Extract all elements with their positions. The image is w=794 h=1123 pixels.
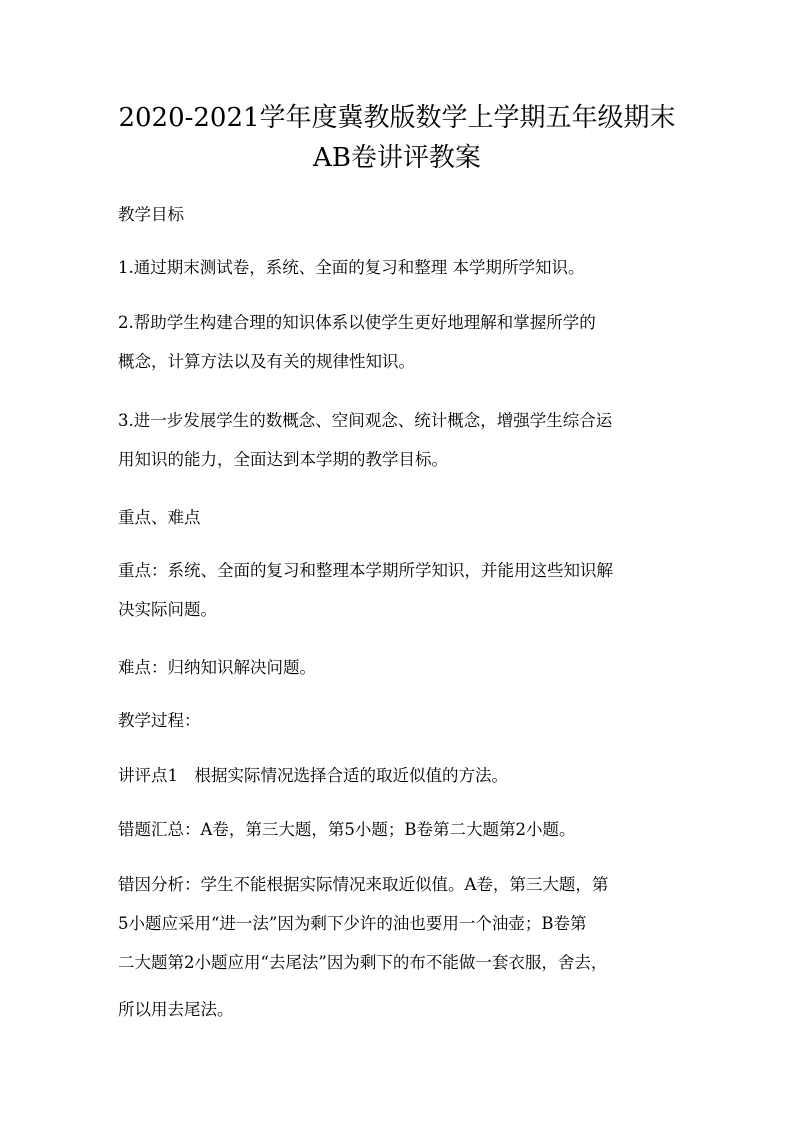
error-analysis-text-line-1: 错因分析：学生不能根据实际情况来取近似值。A卷，第三大题，第 [118, 875, 609, 894]
difficulty-text: 难点：归纳知识解决问题。 [118, 658, 316, 677]
goal-2-text-line-2: 概念，计算方法以及有关的规律性知识。 [118, 352, 415, 371]
section-heading-teaching-goals: 教学目标 [118, 205, 184, 224]
goal-3-text-line-1: 3.进一步发展学生的数概念、空间观念、统计概念，增强学生综合运 [118, 411, 613, 430]
document-title-line-1: 2020-2021学年度冀教版数学上学期五年级期末 [118, 103, 676, 133]
error-analysis-text-line-2: 5小题应采用“进一法”因为剩下少许的油也要用一个油壶；B卷第 [118, 914, 587, 933]
error-analysis-text-line-3: 二大题第2小题应用“去尾法”因为剩下的布不能做一套衣服，舍去， [118, 953, 608, 972]
document-title-line-2: AB卷讲评教案 [313, 143, 481, 173]
goal-3-text-line-2: 用知识的能力，全面达到本学期的教学目标。 [118, 450, 448, 469]
key-point-text-line-2: 决实际问题。 [118, 600, 217, 619]
goal-1-text: 1.通过期末测试卷，系统、全面的复习和整理 本学期所学知识。 [118, 258, 585, 277]
section-heading-key-points: 重点、难点 [118, 508, 201, 527]
error-summary-text: 错题汇总：A卷，第三大题，第5小题；B卷第二大题第2小题。 [118, 820, 576, 839]
goal-2-text-line-1: 2.帮助学生构建合理的知识体系以使学生更好地理解和掌握所学的 [118, 313, 596, 332]
review-point-1-text: 讲评点1 根据实际情况选择合适的取近似值的方法。 [118, 766, 508, 785]
section-heading-teaching-process: 教学过程： [118, 711, 201, 730]
error-analysis-text-line-4: 所以用去尾法。 [118, 1000, 234, 1019]
key-point-text-line-1: 重点：系统、全面的复习和整理本学期所学知识，并能用这些知识解 [118, 561, 613, 580]
